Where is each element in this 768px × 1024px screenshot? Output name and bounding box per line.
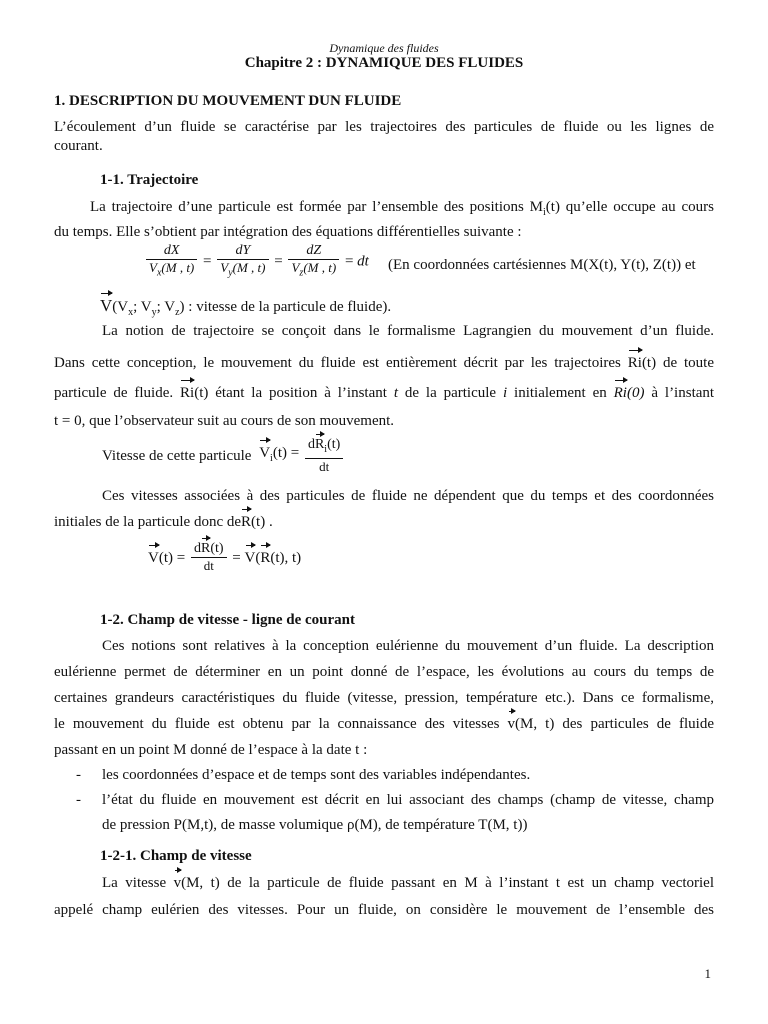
paragraph-line: t = 0, que l’observateur suit au cours de son mouvement. [54, 413, 395, 429]
differential-equation: $\frac{dX}{V_x(M , t)}$ = $\frac{dY}{V_y(M , t)}$ = $\frac{dZ}{V_z(M , t)}$ = dt [144, 243, 369, 282]
paragraph-line: du temps. Elle s’obtient par intégration des équations différentielles suivante : [54, 224, 522, 240]
paragraph-line: Dans cette conception, le mouvement du fluide est entièrement décrit par les trajectoires Ri(t) de toute [54, 355, 715, 371]
page-number: 1 [704, 966, 711, 981]
paragraph-line: initiales de la particule donc deR(t) . [54, 514, 273, 530]
paragraph-line: certaines grandeurs caractéristiques du fluide (vitesse, pression, température etc.). Dans ce formalisme, [54, 690, 714, 706]
velocity-definition: $V(V_x$; $V_y$; $V_z$) : vitesse de la particule de fluide). [100, 296, 392, 318]
paragraph-line: passant en un point M donné de l’espace à la date t : [54, 742, 368, 758]
paragraph-line: L’écoulement d’un fluide se caractérise par les trajectoires des particules de fluide ou les lignes de [54, 119, 714, 135]
bullet-item: les coordonnées d’espace et de temps sont des variables indépendantes. [102, 767, 531, 783]
paragraph-line: le mouvement du fluide est obtenu par la connaissance des vitesses v(M, t) des particules de fluide [54, 716, 715, 732]
chapter-title: Chapitre 2 : DYNAMIQUE DES FLUIDES [244, 55, 524, 71]
bullet-item: de pression P(M,t), de masse volumique ρ(M), de température T(M, t)) [102, 817, 528, 833]
paragraph-line: La trajectoire d’une particule est formée par l’ensemble des positions $M_i(t)$ qu’elle occupe au cours [90, 199, 714, 218]
velocity-equation: V(t) = $\frac{dR(t)}{dt}$ = V(R(t), t) [148, 541, 302, 573]
particle-speed-equation: Vitesse de cette particule $V_i(t)$ = $\frac{dR_i(t)}{dt}$ [102, 437, 345, 475]
paragraph-line: Ces vitesses associées à des particules de fluide ne dépendent que du temps et des coordonnées [102, 488, 714, 504]
equation-note: (En coordonnées cartésiennes M(X(t), Y(t), Z(t)) et [388, 257, 696, 273]
running-title: Dynamique des fluides [329, 41, 439, 55]
paragraph-line: eulérienne permet de déterminer en un point donné de l’espace, les évolutions au cours du temps de [54, 664, 714, 680]
bullet-dash: - [76, 767, 81, 783]
paragraph-line: Ces notions sont relatives à la conception eulérienne du mouvement d’un fluide. La description [102, 638, 714, 654]
subsection-heading: 1-1. Trajectoire [100, 172, 199, 188]
paragraph-line: particule de fluide. Ri(t) étant la position à l’instant t de la particule i initialement en Ri(0) à l’instant [54, 385, 715, 401]
paragraph-line: appelé champ eulérien des vitesses. Pour un fluide, on considère le mouvement de l’ensemble des [54, 902, 714, 918]
subsection-heading: 1-2-1. Champ de vitesse [100, 848, 252, 864]
paragraph-line: La vitesse v(M, t) de la particule de fluide passant en M à l’instant t est un champ vectoriel [102, 875, 715, 891]
section-heading: 1. DESCRIPTION DU MOUVEMENT DUN FLUIDE [54, 93, 402, 109]
bullet-dash: - [76, 792, 81, 808]
paragraph-line: courant. [54, 138, 103, 154]
subsection-heading: 1-2. Champ de vitesse - ligne de courant [100, 612, 355, 628]
paragraph-line: La notion de trajectoire se conçoit dans le formalisme Lagrangien du mouvement d’un fluide. [102, 323, 714, 339]
bullet-item: l’état du fluide en mouvement est décrit en lui associant des champs (champ de vitesse, champ [102, 792, 714, 808]
